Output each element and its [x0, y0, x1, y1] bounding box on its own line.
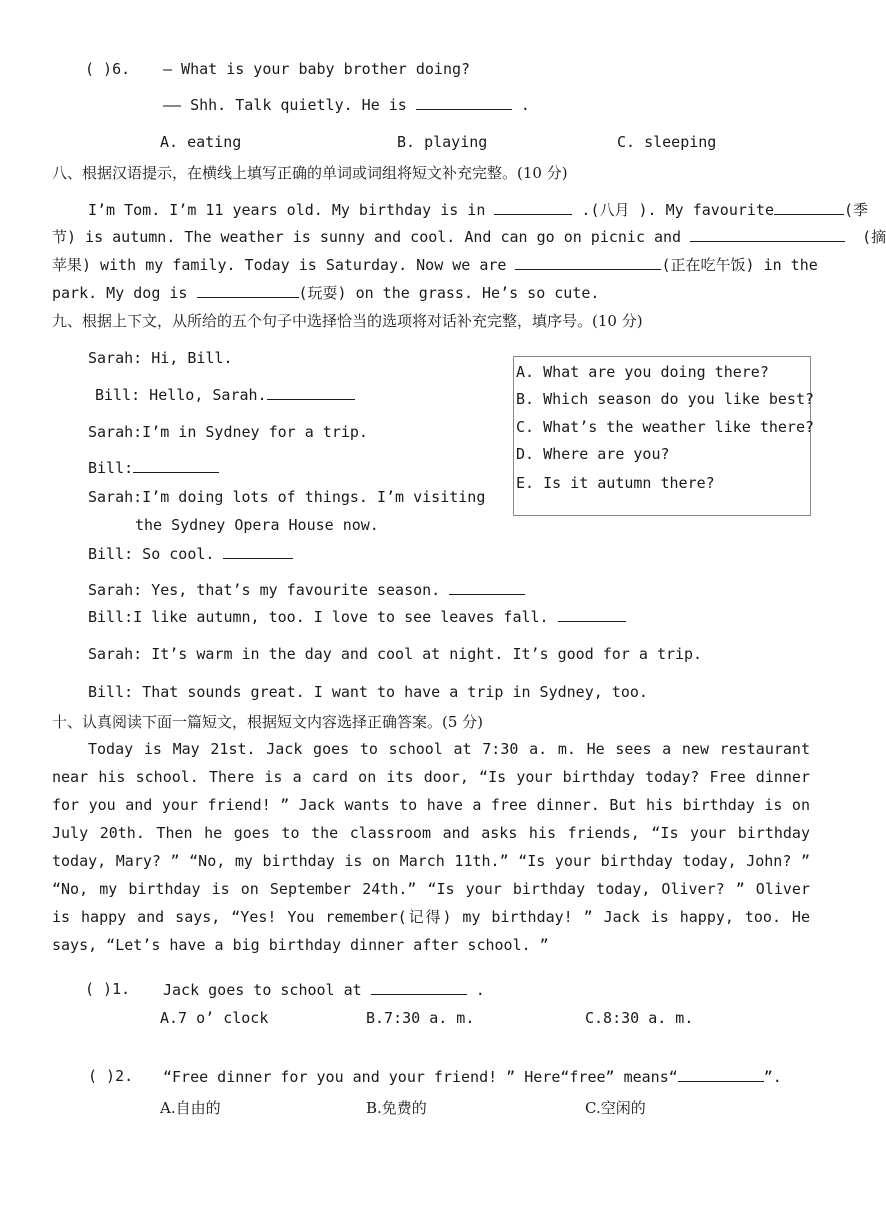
dialogue-line-5: Sarah:I’m doing lots of things. I’m visiting	[88, 488, 486, 506]
q6-answer-suffix: .	[520, 96, 530, 114]
reading-passage-text: Today is May 21st. Jack goes to school at 7:30 a. m. He sees a new restaurant near his school. There is a card on its door, “Is your birthday today? Free dinner for you and your friend! ” Jack wants to have a free dinner. But his birthday is on July 20th. Then he goes to the classroom and asks his friends, “Is your birthday today, Mary? ” “No, my birthday is on March 11th.” “Is your birthday today, John? ” “No, my birthday is on September 24th.” “Is your birthday today, Oliver? ” Oliver is happy and says, “Yes! You remember(记得) my birthday! ” Jack is happy, too. He says, “Let’s have a big birthday dinner after school. ”	[52, 740, 810, 954]
dialogue-blank-2[interactable]	[133, 458, 219, 473]
s10-q2-option-a[interactable]: A.自由的	[160, 1099, 221, 1117]
dialogue-blank-1[interactable]	[267, 385, 355, 400]
q6-option-c[interactable]: C. sleeping	[617, 133, 717, 151]
dialogue-line-6: the Sydney Opera House now.	[135, 516, 379, 534]
blank-pick-apples[interactable]	[690, 227, 845, 242]
s10-q1-question	[163, 980, 485, 999]
options-box	[513, 356, 815, 516]
s10-q2-suffix: ”.	[763, 1068, 782, 1086]
s10-q2-number: ( )2.	[88, 1067, 134, 1085]
option-e[interactable]: E. Is it autumn there?	[516, 474, 715, 492]
blank-play[interactable]	[197, 283, 299, 298]
option-d[interactable]: D. Where are you?	[516, 445, 670, 463]
dialogue-line-9	[88, 607, 626, 626]
s10-q1-option-c[interactable]: C.8:30 a. m.	[585, 1009, 694, 1027]
section8-heading: 八、根据汉语提示，在横线上填写正确的单词或词组将短文补充完整。(10 分)	[52, 164, 568, 182]
dialogue-blank-3[interactable]	[223, 544, 293, 559]
s10-q1-text: Jack goes to school at	[163, 981, 362, 999]
q6-answer-prefix: —— Shh. Talk quietly. He is	[163, 96, 407, 114]
dialogue-blank-4[interactable]	[449, 580, 525, 595]
q6-option-b[interactable]: B. playing	[397, 133, 488, 151]
s10-q1-option-a[interactable]: A.7 o’ clock	[160, 1009, 269, 1027]
s10-q2-option-c[interactable]: C.空闲的	[585, 1099, 646, 1117]
section8-line2	[52, 226, 886, 247]
s10-q2-blank[interactable]	[678, 1067, 764, 1082]
dialogue-line-1: Sarah: Hi, Bill.	[88, 349, 233, 367]
q6-option-a[interactable]: A. eating	[160, 133, 242, 151]
dialogue-line-3: Sarah:I’m in Sydney for a trip.	[88, 423, 368, 441]
dialogue-line-2	[95, 385, 355, 404]
option-a[interactable]: A. What are you doing there?	[516, 363, 769, 381]
option-b[interactable]: B. Which season do you like best?	[516, 390, 815, 408]
option-c[interactable]: C. What’s the weather like there?	[516, 418, 815, 436]
dialogue-line-10: Sarah: It’s warm in the day and cool at night. It’s good for a trip.	[88, 645, 703, 663]
s10-q1-suffix: .	[475, 981, 485, 999]
dialogue-line-11: Bill: That sounds great. I want to have a trip in Sydney, too.	[88, 683, 648, 701]
dialogue-line-8	[88, 580, 525, 599]
dialogue-text: Bill:	[88, 459, 134, 477]
s8-text: 节) is autumn. The weather is sunny and cool. And can go on picnic and	[52, 228, 682, 246]
s8-text: (玩耍) on the grass. He’s so cute.	[298, 284, 600, 302]
section8-line3	[52, 254, 818, 275]
q6-number: ( )6.	[85, 60, 131, 78]
section8-line4	[52, 282, 599, 303]
s8-text: 苹果) with my family. Today is Saturday. Now we are	[52, 256, 507, 274]
s10-q2-option-b[interactable]: B.免费的	[366, 1099, 427, 1117]
dialogue-line-4	[88, 458, 219, 477]
blank-season[interactable]	[774, 200, 844, 215]
s8-text: (正在吃午饭) in the	[661, 256, 818, 274]
s10-q1-blank[interactable]	[371, 980, 467, 995]
s8-text: park. My dog is	[52, 284, 188, 302]
section9-heading: 九、根据上下文，从所给的五个句子中选择恰当的选项将对话补充完整，填序号。(10 分)	[52, 312, 643, 330]
dialogue-text: Sarah: Yes, that’s my favourite season.	[88, 581, 441, 599]
blank-august[interactable]	[494, 200, 572, 215]
dialogue-text: Bill: So cool.	[88, 545, 215, 563]
s8-text: I’m Tom. I’m 11 years old. My birthday is in	[88, 201, 486, 219]
section8-line1	[88, 199, 868, 220]
dialogue-line-7	[88, 544, 293, 563]
s10-q1-option-b[interactable]: B.7:30 a. m.	[366, 1009, 475, 1027]
s10-q2-question	[163, 1067, 782, 1086]
s8-text: (摘	[862, 228, 886, 246]
section10-heading: 十、认真阅读下面一篇短文，根据短文内容选择正确答案。(5 分)	[52, 713, 484, 731]
s10-q1-number: ( )1.	[85, 980, 131, 998]
dialogue-blank-5[interactable]	[558, 607, 626, 622]
q6-question: — What is your baby brother doing?	[163, 60, 471, 78]
q6-answer-blank[interactable]	[416, 95, 512, 110]
q6-answer-line	[163, 95, 530, 114]
reading-passage	[52, 735, 810, 959]
dialogue-text: Bill: Hello, Sarah.	[95, 386, 267, 404]
s10-q2-text: “Free dinner for you and your friend! ” Here“free” means“	[163, 1068, 678, 1086]
dialogue-text: Bill:I like autumn, too. I love to see leaves fall.	[88, 608, 549, 626]
s8-text: (季	[843, 201, 869, 219]
s8-text: .(八月 ). My favourite	[581, 201, 774, 219]
blank-having-lunch[interactable]	[515, 255, 661, 270]
